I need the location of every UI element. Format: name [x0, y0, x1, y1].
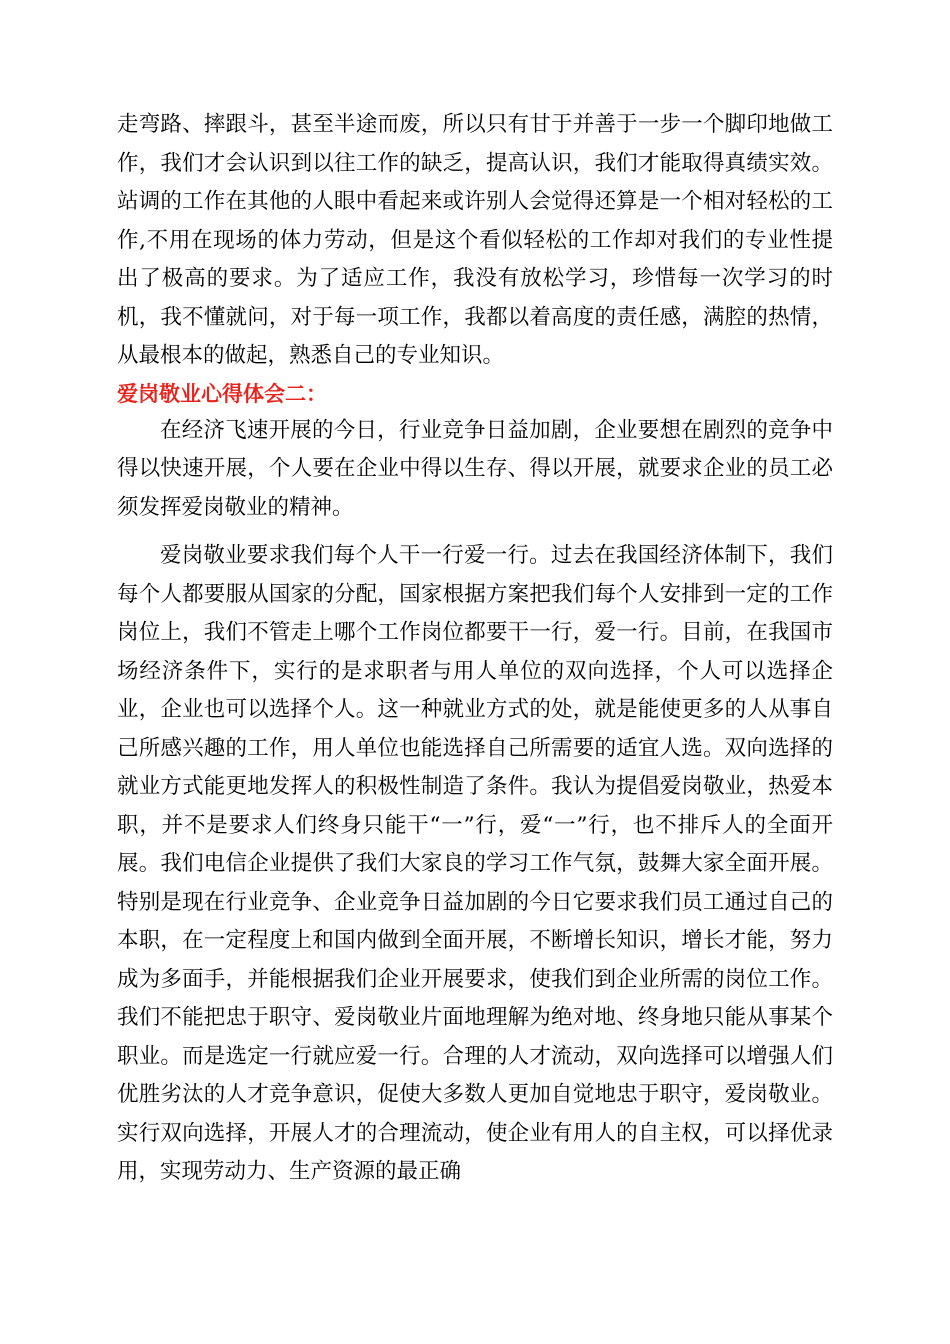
- paragraph-continued: 走弯路、摔跟斗，甚至半途而废，所以只有甘于并善于一步一个脚印地做工作，我们才会认识到以往工作的缺乏，提高认识，我们才能取得真绩实效。站调的工作在其他的人眼中看起来或许别人会觉得还算是一个相对轻松的工作,不用在现场的体力劳动，但是这个看似轻松的工作却对我们的专业性提出了极高的要求。为了适应工作，我没有放松学习，珍惜每一次学习的时机，我不懂就问，对于每一项工作，我都以着高度的责任感，满腔的热情，从最根本的做起，熟悉自己的专业知识。: [117, 112, 833, 368]
- paragraph-2: 爱岗敬业要求我们每个人干一行爱一行。过去在我国经济体制下，我们每个人都要服从国家的分配，国家根据方案把我们每个人安排到一定的工作岗位上，我们不管走上哪个工作岗位都要干一行，爱一行。目前，在我国市场经济条件下，实行的是求职者与用人单位的双向选择，个人可以选择企业，企业也可以选择个人。这一种就业方式的处，就是能使更多的人从事自己所感兴趣的工作，用人单位也能选择自己所需要的适宜人选。双向选择的就业方式能更地发挥人的积极性制造了条件。我认为提倡爱岗敬业，热爱本职，并不是要求人们终身只能干“一”行，爱“一”行，也不排斥人的全面开展。我们电信企业提供了我们大家良的学习工作气氛，鼓舞大家全面开展。特别是现在行业竞争、企业竞争日益加剧的今日它要求我们员工通过自己的本职，在一定程度上和国内做到全面开展，不断增长知识，增长才能，努力成为多面手，并能根据我们企业开展要求，使我们到企业所需的岗位工作。我们不能把忠于职守、爱岗敬业片面地理解为绝对地、终身地只能从事某个职业。而是选定一行就应爱一行。合理的人才流动，双向选择可以增强人们优胜劣汰的人才竞争意识，促使大多数人更加自觉地忠于职守，爱岗敬业。实行双向选择，开展人才的合理流动，使企业有用人的自主权，可以择优录用，实现劳动力、生产资源的最正确: [117, 543, 833, 1184]
- document-body: [117, 106, 833, 1192]
- paragraph-1: 在经济飞速开展的今日，行业竞争日益加剧，企业要想在剧烈的竞争中得以快速开展，个人要在企业中得以生存、得以开展，就要求企业的员工必须发挥爱岗敬业的精神。: [117, 417, 833, 520]
- section-heading: 爱岗敬业心得体会二：: [117, 381, 327, 406]
